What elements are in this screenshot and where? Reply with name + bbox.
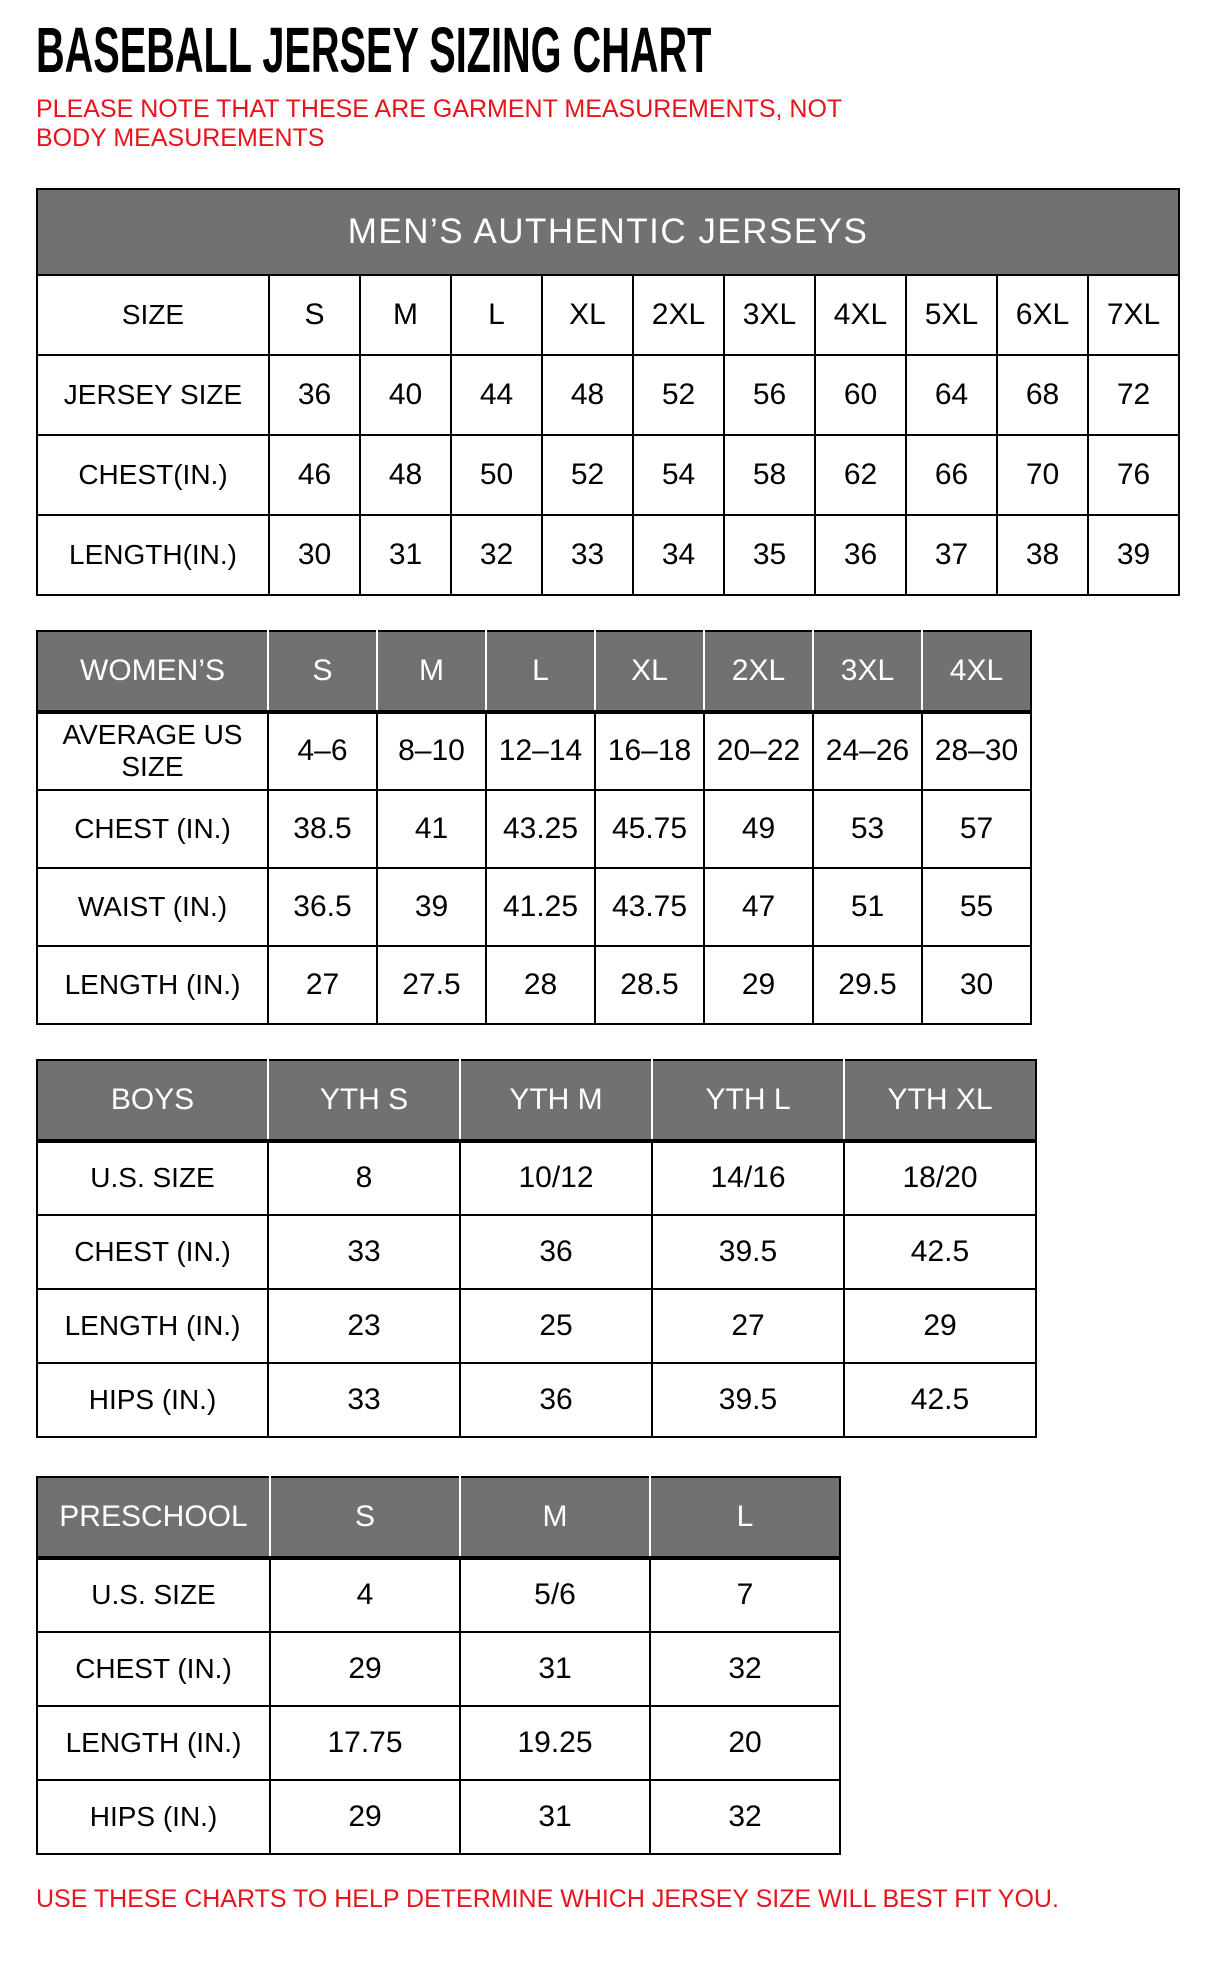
row-label: SIZE bbox=[37, 275, 269, 355]
mens-sizing-table bbox=[36, 188, 1180, 596]
measurement-cell: 3XL bbox=[724, 275, 815, 355]
row-label: HIPS (IN.) bbox=[37, 1780, 270, 1854]
measurement-cell: 8–10 bbox=[377, 712, 486, 790]
measurement-cell: M bbox=[360, 275, 451, 355]
row-label: AVERAGE US SIZE bbox=[37, 712, 268, 790]
measurement-cell: 5XL bbox=[906, 275, 997, 355]
measurement-cell: 39 bbox=[377, 868, 486, 946]
measurement-cell: 27.5 bbox=[377, 946, 486, 1024]
measurement-cell: 29 bbox=[704, 946, 813, 1024]
measurement-cell: L bbox=[451, 275, 542, 355]
measurement-cell: 28–30 bbox=[922, 712, 1031, 790]
measurement-cell: 38 bbox=[997, 515, 1088, 595]
measurement-cell: 14/16 bbox=[652, 1141, 844, 1215]
measurement-cell: 30 bbox=[922, 946, 1031, 1024]
measurement-cell: 12–14 bbox=[486, 712, 595, 790]
measurement-cell: 32 bbox=[451, 515, 542, 595]
measurement-cell: 55 bbox=[922, 868, 1031, 946]
measurement-cell: 16–18 bbox=[595, 712, 704, 790]
measurement-cell: 43.75 bbox=[595, 868, 704, 946]
measurement-cell: 54 bbox=[633, 435, 724, 515]
mens-row bbox=[37, 435, 1179, 515]
womens-header-label: WOMEN’S bbox=[37, 631, 268, 712]
measurement-cell: 4–6 bbox=[268, 712, 377, 790]
measurement-cell: 48 bbox=[360, 435, 451, 515]
measurement-cell: 36.5 bbox=[268, 868, 377, 946]
boys-size-column-header: YTH S bbox=[268, 1060, 460, 1141]
measurement-cell: 20 bbox=[650, 1706, 840, 1780]
preschool-sizing-table bbox=[36, 1476, 841, 1855]
measurement-cell: 41.25 bbox=[486, 868, 595, 946]
measurement-cell: 51 bbox=[813, 868, 922, 946]
measurement-cell: 72 bbox=[1088, 355, 1179, 435]
measurement-cell: 25 bbox=[460, 1289, 652, 1363]
measurement-cell: 57 bbox=[922, 790, 1031, 868]
measurement-cell: 45.75 bbox=[595, 790, 704, 868]
measurement-cell: 60 bbox=[815, 355, 906, 435]
measurement-cell: 50 bbox=[451, 435, 542, 515]
row-label: CHEST (IN.) bbox=[37, 1215, 268, 1289]
measurement-cell: 42.5 bbox=[844, 1363, 1036, 1437]
measurement-cell: 68 bbox=[997, 355, 1088, 435]
measurement-cell: 36 bbox=[815, 515, 906, 595]
garment-measurement-note: PLEASE NOTE THAT THESE ARE GARMENT MEASUREMENTS, NOT BODY MEASUREMENTS bbox=[36, 94, 842, 153]
womens-size-column-header: L bbox=[486, 631, 595, 712]
row-label: LENGTH(IN.) bbox=[37, 515, 269, 595]
measurement-cell: 49 bbox=[704, 790, 813, 868]
measurement-cell: 34 bbox=[633, 515, 724, 595]
measurement-cell: 52 bbox=[633, 355, 724, 435]
womens-size-column-header: S bbox=[268, 631, 377, 712]
measurement-cell: 27 bbox=[652, 1289, 844, 1363]
measurement-cell: 36 bbox=[460, 1215, 652, 1289]
measurement-cell: 62 bbox=[815, 435, 906, 515]
row-label: U.S. SIZE bbox=[37, 1558, 270, 1632]
measurement-cell: 29 bbox=[844, 1289, 1036, 1363]
preschool-size-column-header: M bbox=[460, 1477, 650, 1558]
measurement-cell: 4 bbox=[270, 1558, 460, 1632]
womens-row bbox=[37, 868, 1031, 946]
womens-row bbox=[37, 946, 1031, 1024]
measurement-cell: 5/6 bbox=[460, 1558, 650, 1632]
measurement-cell: 37 bbox=[906, 515, 997, 595]
mens-table-title: MEN’S AUTHENTIC JERSEYS bbox=[37, 189, 1179, 275]
boys-header-label: BOYS bbox=[37, 1060, 268, 1141]
measurement-cell: 56 bbox=[724, 355, 815, 435]
preschool-size-column-header: L bbox=[650, 1477, 840, 1558]
mens-row bbox=[37, 515, 1179, 595]
boys-header-row bbox=[37, 1060, 1036, 1141]
preschool-header-row bbox=[37, 1477, 840, 1558]
measurement-cell: 33 bbox=[268, 1363, 460, 1437]
boys-row bbox=[37, 1141, 1036, 1215]
measurement-cell: 23 bbox=[268, 1289, 460, 1363]
measurement-cell: 29 bbox=[270, 1632, 460, 1706]
measurement-cell: 8 bbox=[268, 1141, 460, 1215]
preschool-row bbox=[37, 1706, 840, 1780]
measurement-cell: 47 bbox=[704, 868, 813, 946]
measurement-cell: 24–26 bbox=[813, 712, 922, 790]
womens-size-column-header: XL bbox=[595, 631, 704, 712]
measurement-cell: 32 bbox=[650, 1632, 840, 1706]
measurement-cell: 36 bbox=[269, 355, 360, 435]
measurement-cell: 29 bbox=[270, 1780, 460, 1854]
boys-sizing-table bbox=[36, 1059, 1037, 1438]
measurement-cell: 4XL bbox=[815, 275, 906, 355]
row-label: CHEST(IN.) bbox=[37, 435, 269, 515]
mens-title-row bbox=[37, 189, 1179, 275]
measurement-cell: 33 bbox=[542, 515, 633, 595]
womens-row bbox=[37, 712, 1031, 790]
measurement-cell: S bbox=[269, 275, 360, 355]
row-label: LENGTH (IN.) bbox=[37, 1706, 270, 1780]
measurement-cell: XL bbox=[542, 275, 633, 355]
measurement-cell: 32 bbox=[650, 1780, 840, 1854]
boys-row bbox=[37, 1289, 1036, 1363]
womens-size-column-header: 3XL bbox=[813, 631, 922, 712]
mens-row bbox=[37, 275, 1179, 355]
boys-size-column-header: YTH M bbox=[460, 1060, 652, 1141]
row-label: WAIST (IN.) bbox=[37, 868, 268, 946]
measurement-cell: 10/12 bbox=[460, 1141, 652, 1215]
measurement-cell: 43.25 bbox=[486, 790, 595, 868]
measurement-cell: 28.5 bbox=[595, 946, 704, 1024]
measurement-cell: 7XL bbox=[1088, 275, 1179, 355]
measurement-cell: 36 bbox=[460, 1363, 652, 1437]
measurement-cell: 19.25 bbox=[460, 1706, 650, 1780]
row-label: CHEST (IN.) bbox=[37, 790, 268, 868]
measurement-cell: 52 bbox=[542, 435, 633, 515]
womens-row bbox=[37, 790, 1031, 868]
measurement-cell: 70 bbox=[997, 435, 1088, 515]
measurement-cell: 18/20 bbox=[844, 1141, 1036, 1215]
womens-size-column-header: M bbox=[377, 631, 486, 712]
measurement-cell: 76 bbox=[1088, 435, 1179, 515]
womens-header-row bbox=[37, 631, 1031, 712]
measurement-cell: 41 bbox=[377, 790, 486, 868]
measurement-cell: 40 bbox=[360, 355, 451, 435]
measurement-cell: 35 bbox=[724, 515, 815, 595]
measurement-cell: 39.5 bbox=[652, 1363, 844, 1437]
measurement-cell: 20–22 bbox=[704, 712, 813, 790]
boys-size-column-header: YTH L bbox=[652, 1060, 844, 1141]
measurement-cell: 53 bbox=[813, 790, 922, 868]
measurement-cell: 27 bbox=[268, 946, 377, 1024]
womens-size-column-header: 4XL bbox=[922, 631, 1031, 712]
page-title: BASEBALL JERSEY SIZING CHART bbox=[36, 14, 712, 86]
measurement-cell: 44 bbox=[451, 355, 542, 435]
measurement-cell: 31 bbox=[460, 1632, 650, 1706]
row-label: HIPS (IN.) bbox=[37, 1363, 268, 1437]
measurement-cell: 31 bbox=[460, 1780, 650, 1854]
preschool-row bbox=[37, 1780, 840, 1854]
measurement-cell: 17.75 bbox=[270, 1706, 460, 1780]
measurement-cell: 39.5 bbox=[652, 1215, 844, 1289]
row-label: JERSEY SIZE bbox=[37, 355, 269, 435]
womens-sizing-table bbox=[36, 630, 1032, 1025]
row-label: LENGTH (IN.) bbox=[37, 1289, 268, 1363]
womens-size-column-header: 2XL bbox=[704, 631, 813, 712]
tables-container bbox=[36, 188, 1184, 1855]
measurement-cell: 30 bbox=[269, 515, 360, 595]
preschool-row bbox=[37, 1558, 840, 1632]
row-label: LENGTH (IN.) bbox=[37, 946, 268, 1024]
measurement-cell: 7 bbox=[650, 1558, 840, 1632]
preschool-header-label: PRESCHOOL bbox=[37, 1477, 270, 1558]
preschool-size-column-header: S bbox=[270, 1477, 460, 1558]
boys-row bbox=[37, 1215, 1036, 1289]
measurement-cell: 66 bbox=[906, 435, 997, 515]
measurement-cell: 29.5 bbox=[813, 946, 922, 1024]
mens-row bbox=[37, 355, 1179, 435]
preschool-row bbox=[37, 1632, 840, 1706]
measurement-cell: 38.5 bbox=[268, 790, 377, 868]
measurement-cell: 48 bbox=[542, 355, 633, 435]
measurement-cell: 6XL bbox=[997, 275, 1088, 355]
measurement-cell: 28 bbox=[486, 946, 595, 1024]
measurement-cell: 58 bbox=[724, 435, 815, 515]
measurement-cell: 39 bbox=[1088, 515, 1179, 595]
measurement-cell: 42.5 bbox=[844, 1215, 1036, 1289]
row-label: CHEST (IN.) bbox=[37, 1632, 270, 1706]
boys-size-column-header: YTH XL bbox=[844, 1060, 1036, 1141]
measurement-cell: 31 bbox=[360, 515, 451, 595]
boys-row bbox=[37, 1363, 1036, 1437]
measurement-cell: 46 bbox=[269, 435, 360, 515]
measurement-cell: 2XL bbox=[633, 275, 724, 355]
measurement-cell: 64 bbox=[906, 355, 997, 435]
row-label: U.S. SIZE bbox=[37, 1141, 268, 1215]
measurement-cell: 33 bbox=[268, 1215, 460, 1289]
footer-note: USE THESE CHARTS TO HELP DETERMINE WHICH JERSEY SIZE WILL BEST FIT YOU. bbox=[36, 1884, 1059, 1913]
